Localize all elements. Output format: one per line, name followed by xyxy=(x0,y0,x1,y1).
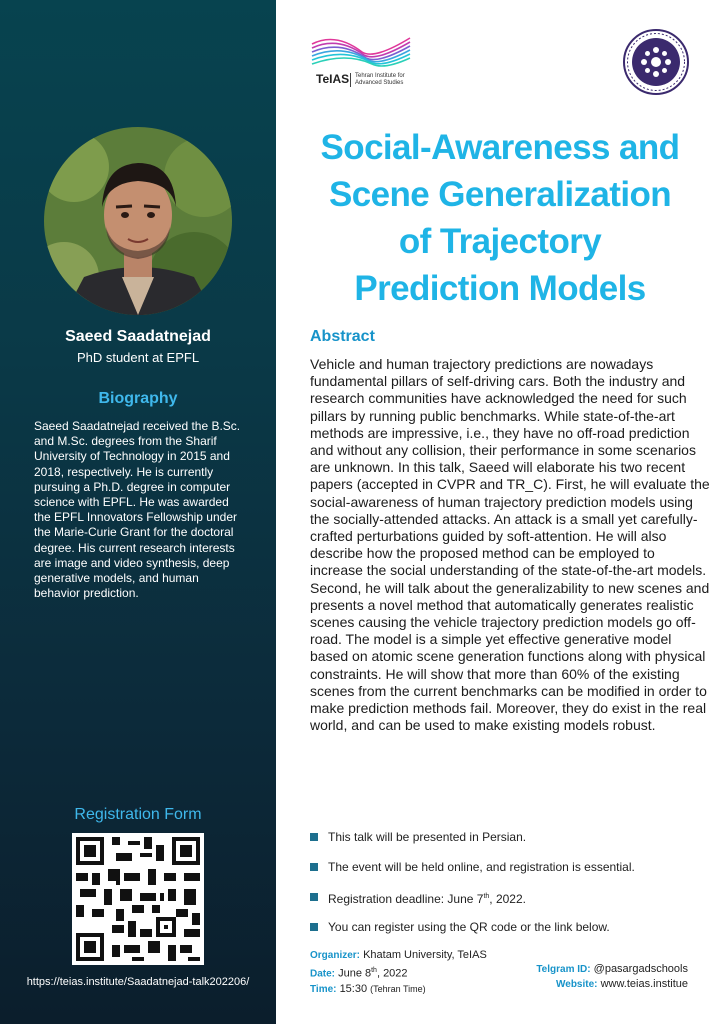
teias-logo-subtitle-line1: Tehran Institute for xyxy=(355,73,405,79)
biography-heading: Biography xyxy=(98,390,178,407)
website-label: Website: xyxy=(556,979,598,990)
talk-title-line-2: Scene Generalization xyxy=(328,175,672,214)
bullet-square-icon xyxy=(310,833,318,841)
university-seal-logo xyxy=(622,28,690,96)
date-sup: th xyxy=(371,967,377,974)
speaker-photo xyxy=(44,127,232,315)
teias-logo-subtitle-line2: Advanced Studies xyxy=(355,80,404,86)
telegram-row xyxy=(536,962,688,977)
registration-link[interactable]: https://teias.institute/Saadatnejad-talk202206/ xyxy=(26,976,250,988)
website-row xyxy=(536,977,688,992)
registration-qr-code[interactable] xyxy=(72,833,204,965)
organizer-row xyxy=(310,948,487,963)
time-note: (Tehran Time) xyxy=(370,983,426,994)
note-deadline-sup: th xyxy=(483,893,490,900)
note-online xyxy=(310,859,710,889)
organizer-value: Khatam University, TeIAS xyxy=(363,949,487,961)
teias-logo-subtitle xyxy=(355,73,405,87)
note-qr-text: You can register using the QR code or the link below. xyxy=(328,920,610,934)
date-suffix: , 2022 xyxy=(376,967,408,980)
abstract-text: Vehicle and human trajectory predictions are nowadays fundamental pillars of self-driving cars. Both the industry and research communities have acknowledged the need for such pillars by running public benchmarks. While state-of-the-art methods are impressive, i.e., they have no off-road prediction and without any collision, their performance in some scenarios are unknown. In this talk, Saeed will elaborate his two recent papers (accepted in CVPR and TR_C). First, he will evaluate the social-awareness of human trajectory prediction models using the socially-attended attacks. An attack is a small yet carefully-crafted perturbations guided by soft-attention. He will also describe how the proposed method can be employed to increase the social understanding of the state-of-the-art models. Second, he will talk about the generalizability to new scenes and presents a novel method that automatically generates realistic scenes causing the vehicle trajectory prediction models go off-road. The model is a simple yet effective generative model based on atomic scene generation functions along with physical constraints. He will show that more than 60% of the existing scenes from the current benchmarks can be modified in order to make prediction methods fail. Moreover, they do exist in the real world, and can be used to make existing models robust. xyxy=(310,356,710,734)
speaker-name: Saeed Saadatnejad xyxy=(65,328,211,345)
telegram-label: Telgram ID: xyxy=(536,964,591,975)
date-label: Date: xyxy=(310,968,336,980)
organizer-label: Organizer: xyxy=(310,950,361,961)
bullet-square-icon xyxy=(310,893,318,901)
website-link[interactable]: www.teias.institue xyxy=(600,978,688,990)
talk-title-line-3: of Trajectory xyxy=(398,222,602,261)
biography-text: Saeed Saadatnejad received the B.Sc. and M.Sc. degrees from the Sharif University of Technology in 2015 and 2018, respectively. He is currently pursuing a Ph.D. degree in computer science with EPFL. He was awarded the EPFL Innovators Fellowship under the Marie-Curie Grant for the doctoral degree. His current research interests are image and video synthesis, deep generative models, and human behavior prediction. xyxy=(34,419,241,601)
right-panel xyxy=(276,0,724,1024)
speaker-role: PhD student at EPFL xyxy=(76,350,200,365)
time-label: Time: xyxy=(310,983,337,995)
note-language xyxy=(310,829,710,859)
registration-heading: Registration Form xyxy=(74,806,202,823)
date-value: June 8 xyxy=(338,967,372,980)
note-online-text: The event will be held online, and registration is essential. xyxy=(328,860,635,874)
left-panel xyxy=(0,0,276,1024)
time-value: 15:30 xyxy=(339,982,368,995)
notes-list xyxy=(310,829,710,949)
contact-details xyxy=(536,962,688,992)
date-row xyxy=(310,963,487,982)
logo-divider xyxy=(350,73,351,87)
teias-logo xyxy=(306,30,426,92)
teias-logo-name: TeIAS xyxy=(316,72,350,86)
telegram-value[interactable]: @pasargadschools xyxy=(593,963,688,975)
note-language-text: This talk will be presented in Persian. xyxy=(328,830,527,844)
note-deadline xyxy=(310,889,710,919)
time-row xyxy=(310,982,487,997)
talk-title xyxy=(286,124,714,312)
note-deadline-text: Registration deadline: June 7 xyxy=(328,892,484,906)
talk-title-line-1: Social-Awareness and xyxy=(320,128,680,167)
bullet-square-icon xyxy=(310,923,318,931)
note-deadline-suffix: , 2022. xyxy=(489,892,526,906)
abstract-heading: Abstract xyxy=(310,328,375,345)
talk-title-line-4: Prediction Models xyxy=(354,269,646,308)
note-qr xyxy=(310,919,710,949)
event-details xyxy=(310,948,487,997)
bullet-square-icon xyxy=(310,863,318,871)
